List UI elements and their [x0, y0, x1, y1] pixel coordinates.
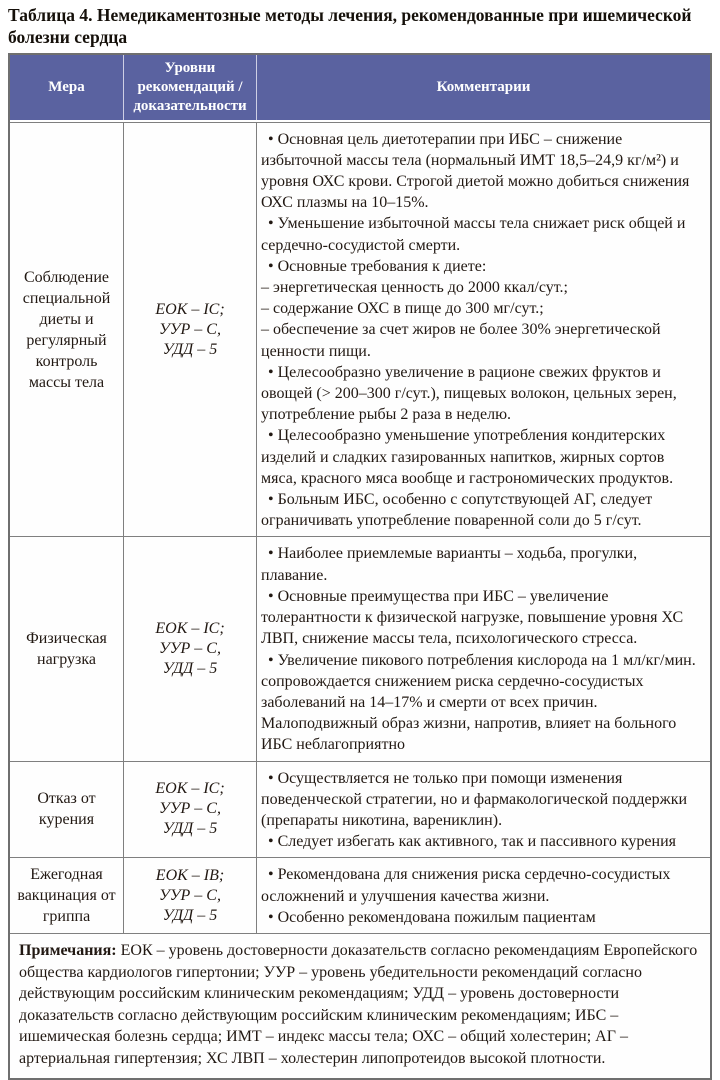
comment-item: • Больным ИБС, особенно с сопутствующей АГ, следует ограничивать употребление поваренной соли до 5 г/сут.: [261, 491, 653, 530]
header-cell-comments: Комментарии: [436, 79, 531, 96]
comment-item: • Целесообразно увеличение в рационе свежих фруктов и овощей (> 200–300 г/сут.), пищевых волокон, цельных зерен, употребление рыбы 2 раза в неделю.: [261, 363, 677, 424]
comment-item: – энергетическая ценность до 2000 ккал/сут.;: [261, 279, 568, 297]
levels-line: УДД – 5: [162, 660, 218, 677]
measure-cell: Соблюдение специальной диеты и регулярный контроль массы тела: [10, 123, 124, 537]
table-row: [10, 536, 710, 760]
comment-item: • Основные требования к диете:: [268, 257, 487, 275]
levels-line: УУР – С,: [159, 640, 221, 657]
comment-item: • Основная цель диетотерапии при ИБС – снижение избыточной массы тела (нормальный ИМТ 18,5–24,9 кг/м²) и уровня ОХС крови. Строгой диетой можно добиться снижения ОХС плазмы на 10–15%.: [261, 130, 690, 212]
levels-line: ЕОК – IB;: [155, 866, 225, 884]
comment-item: • Целесообразно уменьшение употребления кондитерских изделий и сладких газированных напитков, жирных сортов мяса, красного мяса вообще и гастрономических продуктов.: [261, 427, 674, 487]
levels-line: ЕОК – IC;: [155, 300, 225, 318]
header-cell-measure: Мера: [10, 55, 124, 119]
levels-line: УУР – С,: [159, 800, 221, 818]
comment-item: • Рекомендована для снижения риска сердечно-сосудистых осложнений и улучшения качества жизни.: [261, 866, 671, 905]
comment-item: – обеспечение за счет жиров не более 30% энергетической ценности пищи.: [261, 321, 661, 360]
levels-line: УУР – С,: [159, 886, 221, 904]
levels-cell: [124, 123, 257, 537]
measure-cell: Отказ от курения: [10, 762, 124, 858]
levels-line: ЕОК – IC;: [155, 620, 225, 637]
levels-line: УУР – С,: [159, 320, 221, 338]
levels-cell: [124, 858, 257, 933]
comments-cell: [257, 858, 710, 933]
comments-cell: [257, 537, 710, 760]
comment-item: • Основные преимущества при ИБС – увеличение толерантности к физической нагрузке, повышение уровня ХС ЛВП, снижение массы тела, психологического стресса.: [261, 587, 684, 648]
notes-label: Примечания:: [19, 941, 117, 959]
levels-line: ЕОК – IC;: [155, 780, 225, 798]
levels-cell: [124, 762, 257, 858]
table-row: [10, 761, 710, 858]
notes-text: ЕОК – уровень достоверности доказательств согласно рекомендациям Европейского общества кардиологов гипертонии; УУР – уровень убедительности рекомендаций согласно действующим российским клиническим рекомендациям; УДД – уровень достоверности доказательств согласно действующим российским клиническим рекомендациям; ИБС – ишемическая болезнь сердца; ИМТ – индекс массы тела; ОХС – общий холестерин; АГ – артериальная гипертензия; ХС ЛВП – холестерин липопротеидов высокой плотности.: [19, 941, 698, 1067]
page-title: Таблица 4. Немедикаментозные методы лечения, рекомендованные при ишемической болезни сердца: [8, 5, 692, 47]
header-row: [10, 55, 710, 121]
comment-item: • Уменьшение избыточной массы тела снижает риск общей и сердечно-сосудистой смерти.: [261, 215, 686, 254]
levels-line: УДД – 5: [162, 340, 218, 358]
levels-line: УДД – 5: [162, 906, 218, 924]
table-row: [10, 122, 710, 537]
measure-cell: Физическая нагрузка: [10, 537, 124, 760]
comment-item: • Особенно рекомендована пожилым пациентам: [268, 908, 596, 926]
comments-cell: [257, 762, 710, 858]
comment-item: • Наиболее приемлемые варианты – ходьба, прогулки, плавание.: [261, 545, 638, 584]
table-body: [10, 122, 710, 933]
comments-cell: [257, 123, 710, 537]
table-row: [10, 857, 710, 933]
levels-line: УДД – 5: [162, 820, 218, 838]
measure-cell: Ежегодная вакцинация от гриппа: [10, 858, 124, 933]
data-table: [8, 53, 712, 1079]
header-cell-levels: Уровни рекомендаций / доказательности: [124, 55, 257, 119]
comment-item: • Осуществляется не только при помощи изменения поведенческой стратегии, но и фармакологической поддержки (препараты никотина, варениклин).: [261, 769, 688, 829]
comment-item: • Увеличение пикового потребления кислорода на 1 мл/кг/мин. сопровождается снижением риска сердечно-сосудистых заболеваний на 14–17% и смерти от всех причин. Малоподвижный образ жизни, напротив, влияет на больного ИБС неблагоприятно: [261, 651, 696, 754]
comment-item: – содержание ОХС в пище до 300 мг/сут.;: [261, 300, 544, 318]
comment-item: • Следует избегать как активного, так и пассивного курения: [268, 833, 676, 851]
notes-section: [10, 933, 710, 1078]
levels-cell: [124, 537, 257, 760]
